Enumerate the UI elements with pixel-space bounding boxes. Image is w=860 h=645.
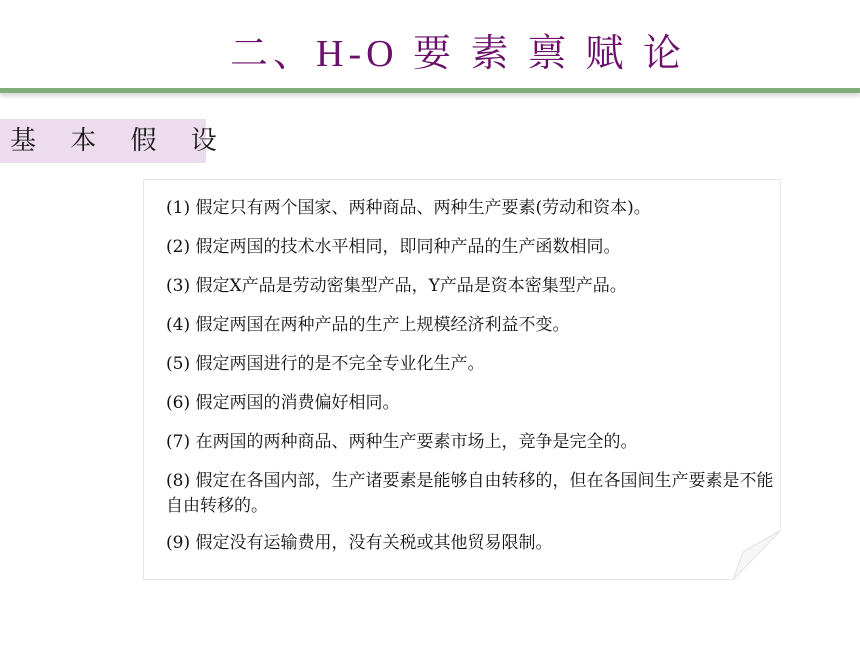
title-divider [0,88,860,93]
assumption-item: (5) 假定两国进行的是不完全专业化生产。 [166,354,485,374]
assumption-item: (6) 假定两国的消费偏好相同。 [166,393,400,413]
assumption-item: (4) 假定两国在两种产品的生产上规模经济利益不变。 [166,315,570,335]
assumption-item: (7) 在两国的两种商品、两种生产要素市场上，竞争是完全的。 [166,432,638,452]
title-bar [0,0,860,92]
section-label: 基 本 假 设 [0,119,206,163]
assumption-item: (3) 假定X产品是劳动密集型产品，Y产品是资本密集型产品。 [166,276,627,296]
assumption-item: (2) 假定两国的技术水平相同，即同种产品的生产函数相同。 [166,237,621,257]
assumption-item: (8) 假定在各国内部，生产诸要素是能够自由转移的，但在各国间生产要素是不能自由转移的。 [166,471,774,516]
assumption-item: (1) 假定只有两个国家、两种商品、两种生产要素(劳动和资本)。 [166,198,651,218]
slide-title: 二、H-O 要 素 禀 赋 论 [230,33,687,75]
assumption-list [166,196,778,570]
assumption-item: (9) 假定没有运输费用，没有关税或其他贸易限制。 [166,533,553,553]
